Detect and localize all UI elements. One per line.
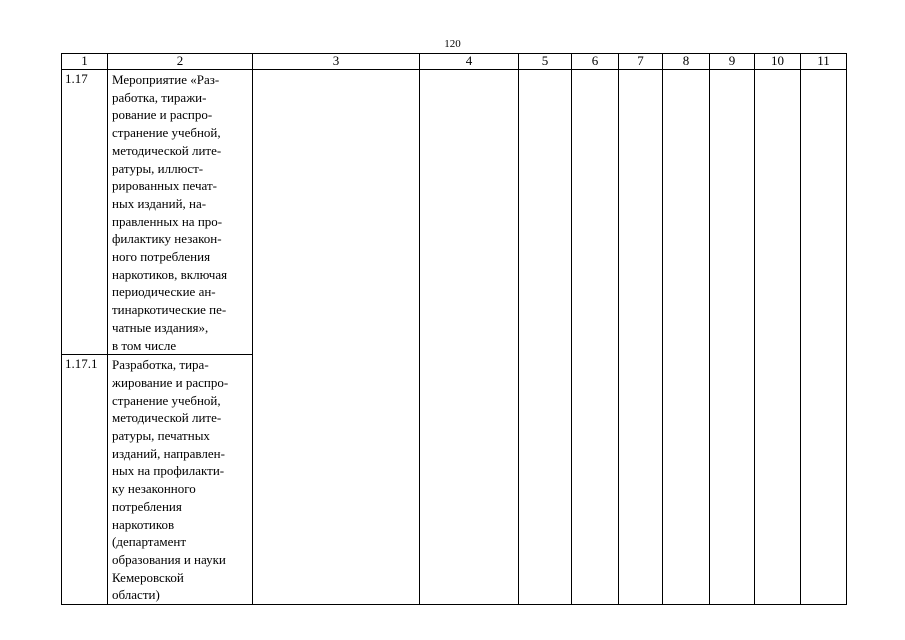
row-name-line: ных изданий, на-: [112, 195, 207, 211]
table-row: [62, 70, 847, 355]
row-name-line: Разработка, тира-: [112, 357, 209, 373]
column-header: 5: [519, 54, 572, 70]
row-name-line: правленных на про-: [112, 213, 223, 229]
column-header: 8: [663, 54, 710, 70]
row-name-line: методической лите-: [112, 410, 222, 426]
row-name-line: Кемеровской: [112, 569, 184, 585]
row-name-line: странение учебной,: [112, 392, 221, 408]
row-name-line: области): [112, 587, 160, 603]
row-name-line: рированных печат-: [112, 178, 217, 194]
empty-cell: [755, 70, 801, 605]
row-name-line: жирование и распро-: [112, 374, 229, 390]
row-name-line: филактику незакон-: [112, 231, 222, 247]
page-number: 120: [444, 38, 461, 50]
row-name-line: в том числе: [112, 337, 177, 353]
row-name-line: работка, тиражи-: [112, 89, 207, 105]
row-name: [108, 70, 253, 355]
row-name-line: рование и распро-: [112, 107, 213, 123]
row-code: 1.17.1: [62, 355, 108, 605]
empty-cell: [801, 70, 847, 605]
column-header: 1: [62, 54, 108, 70]
column-header: 4: [420, 54, 519, 70]
row-name-line: ратуры, печатных: [112, 428, 210, 444]
row-name-line: (департамент: [112, 534, 187, 550]
row-name-line: потребления: [112, 498, 182, 514]
column-header: 9: [710, 54, 755, 70]
header-row: [62, 54, 847, 70]
row-name-line: методической лите-: [112, 142, 222, 158]
column-header: 7: [619, 54, 663, 70]
row-name-line: наркотиков, включая: [112, 266, 228, 282]
column-header: 11: [801, 54, 847, 70]
row-name-line: периодические ан-: [112, 284, 216, 300]
row-code: 1.17: [62, 70, 108, 355]
row-name-line: странение учебной,: [112, 125, 221, 141]
column-header: 6: [572, 54, 619, 70]
row-name-line: ных на профилакти-: [112, 463, 225, 479]
row-name-line: Мероприятие «Раз-: [112, 72, 220, 87]
row-name-line: наркотиков: [112, 516, 175, 532]
column-header: 3: [253, 54, 420, 70]
empty-cell: [663, 70, 710, 605]
empty-cell: [710, 70, 755, 605]
column-header: 2: [108, 54, 253, 70]
column-header: 10: [755, 54, 801, 70]
row-name: [108, 355, 253, 605]
row-name-line: образования и науки: [112, 551, 226, 567]
row-name-line: ку незаконного: [112, 481, 196, 497]
row-name-line: ратуры, иллюст-: [112, 160, 204, 176]
row-name-line: ного потребления: [112, 249, 211, 265]
empty-cell: [572, 70, 619, 605]
row-name-line: тинаркотические пе-: [112, 302, 227, 318]
empty-cell: [619, 70, 663, 605]
row-name-line: чатные издания»,: [112, 319, 209, 335]
row-name-line: изданий, направлен-: [112, 445, 225, 461]
empty-cell: [519, 70, 572, 605]
empty-cell: [420, 70, 519, 605]
empty-cell: [253, 70, 420, 605]
data-table: [61, 53, 847, 605]
